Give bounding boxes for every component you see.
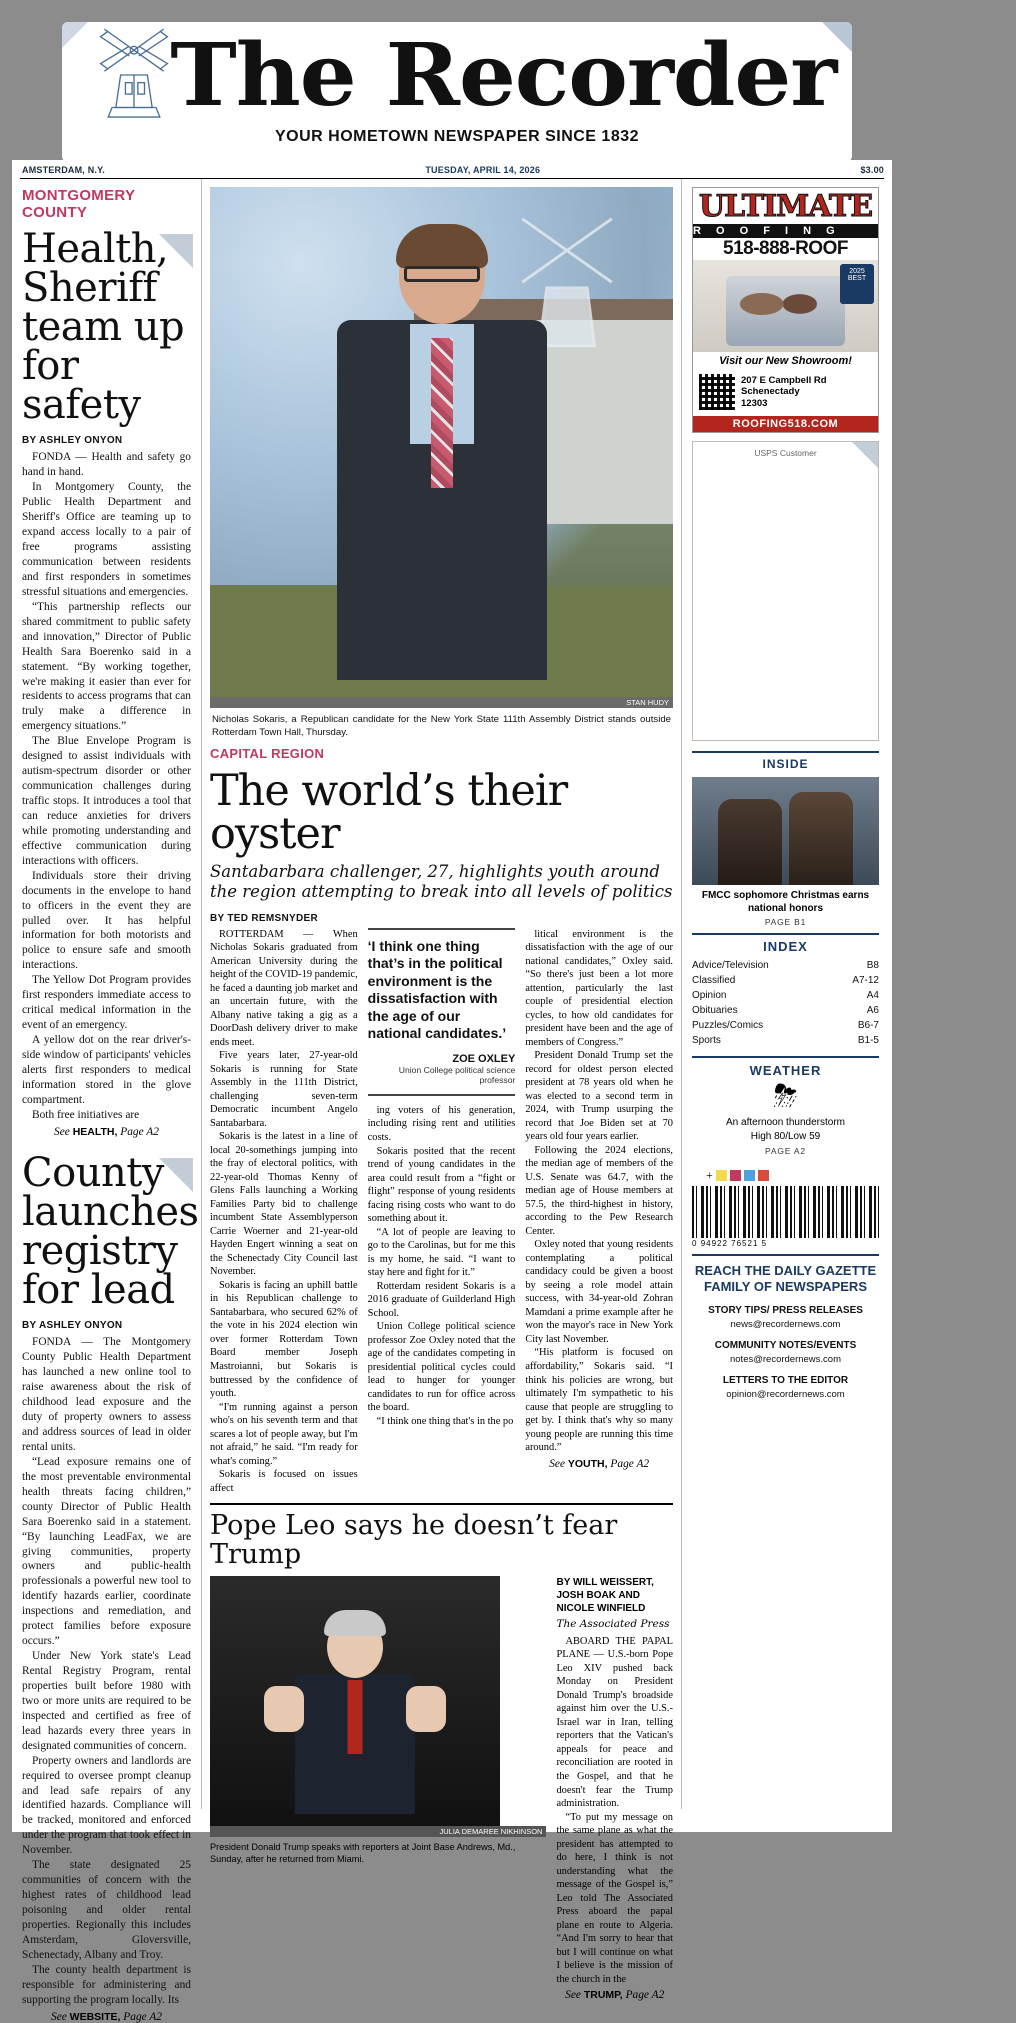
paragraph: “A lot of people are leaving to go to the Carolinas, but for me this is my home, he said. “I want to stay here and fight for it.” — [367, 1226, 516, 1279]
center-body-col-1 — [210, 928, 358, 1496]
ad-phone[interactable]: 518-888-ROOF — [723, 238, 848, 259]
index-item-page: B6-7 — [857, 1020, 879, 1031]
paragraph: A yellow dot on the rear driver's-side window of participants' vehicles alerts first responders to medical information stored in the glove compartment. — [22, 1034, 191, 1106]
pope-jump[interactable] — [556, 1989, 673, 2001]
left-story1-body — [22, 450, 191, 1122]
index-item-label: Puzzles/Comics — [692, 1020, 764, 1031]
jump-page: Page A2 — [120, 2010, 162, 2023]
paragraph: “This partnership reflects our shared commitment to public safety and innovation,” Director of Public Health Sara Boerenko said in a statement. “By working together, we're making it easier than ever for residents to access programs that can truly make a difference in emergency situations.” — [22, 600, 191, 733]
right-column — [682, 179, 887, 1809]
figure-hand-right — [406, 1686, 446, 1732]
reach-tips-label: STORY TIPS/ PRESS RELEASES — [708, 1304, 863, 1316]
reach-notes-email[interactable]: notes@recordernews.com — [729, 1353, 842, 1365]
weather-temps: High 80/Low 59 — [750, 1130, 821, 1142]
masthead — [62, 22, 852, 162]
paragraph: “I think one thing that's in the po — [376, 1415, 514, 1427]
paragraph: The Blue Envelope Program is designed to assist individuals with autism-spectrum disorder or other communication challenges during traffic stops. It introduces a tool that can reduce anxieties for drivers while promoting understanding and effective communication during interactions with officers. — [22, 735, 191, 867]
pope-photo-caption: President Donald Trump speaks with reporters at Joint Base Andrews, Md., Sunday, after he returned from Miami. — [210, 1841, 516, 1864]
ad-address-line3: 12303 — [741, 397, 768, 409]
weather-page-ref[interactable]: PAGE A2 — [765, 1146, 806, 1156]
barcode-block — [692, 1168, 879, 1248]
jump-label: YOUTH, — [567, 1457, 608, 1470]
ad-address-block — [693, 370, 878, 416]
center-body-columns — [210, 928, 673, 1496]
left-story1-jump[interactable] — [22, 1126, 191, 1138]
paragraph: In Montgomery County, the Public Health Department and Sheriff's Office are teaming up to expand access locally to a pair of free programs assisting communication between residents and first responders in sometimes stressful situations and emergencies. — [22, 481, 191, 598]
registration-mark-icon: + — [706, 1168, 713, 1182]
barcode-digit-left: 0 — [692, 1239, 698, 1248]
reach-letters-label: LETTERS TO THE EDITOR — [722, 1375, 849, 1387]
dateline-location: AMSTERDAM, N.Y. — [22, 165, 106, 175]
index-item[interactable] — [692, 973, 879, 988]
color-swatch-red — [758, 1170, 769, 1181]
ad-brand: ULTIMATE — [698, 189, 873, 224]
barcode-bars-icon — [692, 1186, 879, 1238]
barcode-swatches — [692, 1168, 879, 1183]
inside-page-ref[interactable]: PAGE B1 — [764, 917, 807, 927]
index-item-label: Advice/Television — [692, 960, 769, 971]
jump-label: TRUMP, — [583, 1989, 623, 2002]
left-story2-body — [22, 1335, 191, 2007]
index-item-page: B1-5 — [857, 1035, 879, 1046]
center-deck: Santabarbara challenger, 27, highlights youth around the region attempting to break into all levels of politics — [210, 862, 673, 902]
center-column — [202, 179, 682, 2002]
paragraph: Sokaris is facing an uphill battle in his Republican challenge to Santabarbara, who secured 62% of the vote in his 2024 election win over former Rotterdam Town Board member Joseph Mastroianni, but Sokaris is buttressed by the confidence of youth. — [210, 1279, 358, 1400]
ad-photo-people — [726, 276, 844, 346]
dateline-date: TUESDAY, APRIL 14, 2026 — [425, 165, 541, 175]
index-item-page: A7-12 — [852, 975, 879, 986]
figure-hair — [324, 1610, 386, 1636]
index-item-label: Opinion — [692, 990, 727, 1001]
index-item-label: Classified — [692, 975, 736, 986]
reach-tips-email[interactable]: news@recordernews.com — [730, 1318, 841, 1330]
ad-award-badge: 2025 BEST — [840, 264, 874, 304]
corner-fold-icon — [159, 234, 193, 268]
ad-subbrand: R O O F I N G — [693, 224, 878, 238]
newspaper-page — [12, 160, 892, 2023]
jump-prefix: See — [565, 1989, 584, 2002]
paragraph: “Lead exposure remains one of the most preventable environmental health threats facing children,” county Director of Public Health Sara Boerenko said in a statement. “By launching LeadFax, we are giving communities, property owners and public-health professionals a powerful new tool to identify hazards earlier, coordinate inspections and remediation, and protect families before exposure occurs.” — [22, 1455, 191, 1648]
masthead-tagline: YOUR HOMETOWN NEWSPAPER SINCE 1832 — [274, 128, 640, 145]
barcode-digit-right: 5 — [761, 1239, 768, 1248]
jump-prefix: See — [549, 1457, 568, 1470]
ad-address-line2: Schenectady — [741, 386, 800, 398]
reach-header: REACH THE DAILY GAZETTE FAMILY OF NEWSPAPERS — [692, 1254, 879, 1296]
paragraph: Five years later, 27-year-old Sokaris is running for State Assembly in the 111th District, challenging seven-term Democratic incumbent Angelo Santabarbara. — [210, 1050, 358, 1129]
paragraph: Both free initiatives are — [32, 1108, 140, 1121]
paragraph: ing voters of his generation, including rising rent and utilities costs. — [367, 1104, 516, 1143]
pull-quote-attribution: ZOE OXLEY — [452, 1052, 516, 1065]
ad-visit-text: Visit our New Showroom! — [719, 355, 852, 367]
center-jump[interactable] — [525, 1458, 673, 1470]
left-story2-jump[interactable] — [22, 2011, 191, 2023]
index-item[interactable] — [692, 1033, 879, 1048]
weather-description: An afternoon thunderstorm — [726, 1117, 845, 1128]
jump-prefix: See — [51, 2010, 70, 2023]
jump-page: Page A2 — [622, 1989, 665, 2002]
pull-quote-text: ‘I think one thing that’s in the political environment is the dissatisfaction with the age of our national candidates.’ — [367, 937, 507, 1041]
lead-photo-credit: STAN HUDY — [210, 697, 673, 708]
paragraph: “To put my message on the same plane as what the president has attempted to do here, I think is not understanding what the message of the Gospel is,” Leo told The Associated Press aboard the papal plane en route to Algeria. “And I'm sorry to hear that but I will continue on what I believe is the mission of the church in the — [556, 1811, 673, 1985]
subject-glasses-icon — [404, 266, 480, 282]
dateline-price: $3.00 — [860, 165, 884, 175]
index-item-label: Sports — [692, 1035, 721, 1046]
pull-quote-role: Union College political science professor — [398, 1064, 516, 1086]
pope-headline[interactable]: Pope Leo says he doesn’t fear Trump — [210, 1503, 673, 1569]
barcode-digits-mid: 94922 76521 — [700, 1239, 759, 1248]
center-body-col-3 — [525, 928, 673, 1496]
left-story1-byline: BY ASHLEY ONYON — [22, 435, 123, 447]
paragraph: Union College political science professor Zoe Oxley noted that the age of the candidates competing in presidential political cycles could lead to hunger for younger candidates to run for office across the board. — [367, 1321, 516, 1414]
pope-photo — [210, 1576, 500, 1826]
lead-photo — [210, 187, 673, 697]
index-header: INDEX — [692, 933, 879, 954]
index-item[interactable] — [692, 988, 879, 1003]
index-item-label: Obituaries — [692, 1005, 738, 1016]
paragraph: Rotterdam resident Sokaris is a 2016 graduate of Guilderland High School. — [367, 1280, 516, 1319]
masthead-corner-fold-left — [62, 22, 88, 48]
pope-photo-credit: JULIA DEMAREE NIKHINSON — [210, 1826, 546, 1837]
dateline-bar — [12, 160, 892, 178]
ad-url[interactable]: ROOFING518.COM — [693, 416, 878, 432]
paragraph: Individuals store their driving documents in the envelope to hand to officers in the event they are pulled over. It has helpful information for both motorists and police to ensure safe and smooth interactions. — [22, 869, 191, 972]
ad-logo — [693, 188, 878, 224]
index-item-page: A4 — [866, 990, 879, 1001]
left-story2-headline[interactable]: County launches registry for lead — [22, 1149, 199, 1314]
subject-hair — [396, 224, 488, 268]
center-body-col-2 — [368, 928, 516, 1496]
barcode-number — [692, 1239, 879, 1248]
paragraph: “I'm running against a person who's on his seventh term and that scares a lot of people away, but I'm not afraid,” he said. “I'm ready for what's coming.” — [210, 1401, 358, 1467]
jump-page: Page A2 — [117, 1125, 159, 1138]
usps-customer-box — [692, 441, 879, 741]
jump-page: Page A2 — [607, 1457, 650, 1470]
paragraph: Sokaris posited that the recent trend of young candidates in the area could result from a “fight or flight” response of young residents facing rising costs who want to do something about it. — [367, 1145, 516, 1225]
jump-label: HEALTH, — [72, 1125, 118, 1138]
reach-notes-label: COMMUNITY NOTES/EVENTS — [714, 1339, 857, 1351]
qr-code-icon[interactable] — [697, 372, 737, 412]
index-item[interactable] — [692, 1003, 879, 1018]
index-item[interactable] — [692, 1018, 879, 1033]
center-kicker: CAPITAL REGION — [210, 746, 325, 762]
jump-label: WEBSITE, — [69, 2010, 121, 2023]
paragraph: Under New York state's Lead Rental Registry Program, rental properties built before 1980 with two or more units are required to be inspected and certified as free of lead hazards every three years in designated communities of concern. — [22, 1650, 191, 1752]
inside-photo-player-2 — [789, 792, 853, 885]
paragraph: FONDA — Health and safety go hand in hand. — [22, 451, 191, 479]
center-byline: BY TED REMSNYDER — [210, 912, 318, 924]
left-story2-byline: BY ASHLEY ONYON — [22, 1320, 123, 1332]
jump-prefix: See — [54, 1125, 73, 1138]
paragraph: Oxley noted that young residents contemplating a political candidacy could be given a boost by seeing a role model attain success, with 34-year-old Zohran Mamdani a prime example after he won the mayor's race in New York City last November. — [525, 1239, 674, 1345]
left-story1-headline[interactable]: Health, Sheriff team up for safety — [22, 225, 185, 429]
pope-body — [556, 1635, 673, 1986]
lead-photo-caption: Nicholas Sokaris, a Republican candidate for the New York State 111th Assembly District stands outside Rotterdam Town Hall, Thursday. — [212, 714, 671, 738]
corner-fold-icon — [159, 1158, 193, 1192]
paragraph: ROTTERDAM — When Nicholas Sokaris graduated from American University during the height of the COVID-19 pandemic, he faced a daunting job market and an uncertain future, with the Albany native taking a gig as a DoorDash delivery driver to make ends meet. — [210, 928, 358, 1048]
paragraph: litical environment is the dissatisfaction with the age of our national candidates,” Oxley said. “So there's just been a lot more attention, particularly the last couple of presidential election cycles, to how old candidates for president have been and the age of members of Congress.” — [525, 928, 674, 1048]
paragraph: The Yellow Dot Program provides first responders immediate access to critical medical information in the event of an emergency. — [22, 974, 191, 1032]
figure-tie — [348, 1680, 363, 1754]
photo-subject — [332, 228, 552, 697]
color-swatch-cyan — [744, 1170, 755, 1181]
paragraph: Sokaris is the latest in a line of local 20-somethings jumping into the fray of electoral politics, with 22-year-old Thomas Kenny of Glens Falls launching a Working Families Party bid to challenge incumbent State Assemblyperson Carrie Woerner and 21-year-old Hayden Engert winning a seat on the Schenectady City Council last November. — [210, 1131, 358, 1278]
paragraph: President Donald Trump set the record for oldest person elected president at 78 years old when he was elected to a second term in 2024, with Trump usurping the record that Joe Biden set at 70 years old four years earlier. — [525, 1050, 674, 1143]
paragraph: Sokaris is focused on issues affect — [210, 1469, 358, 1494]
reach-letters-email[interactable]: opinion@recordernews.com — [726, 1389, 845, 1401]
corner-fold-icon — [852, 442, 878, 468]
ad-photo — [693, 260, 878, 352]
inside-caption: FMCC sophomore Christmas earns national honors — [701, 890, 870, 914]
paragraph: Following the 2024 elections, the median age of members of the U.S. Senate was 64.7, with the median age of House members at 57.5, the third-highest in history, according to the Pew Research Center. — [525, 1144, 674, 1237]
trump-figure — [290, 1616, 420, 1801]
paragraph: The state designated 25 communities of concern with the highest rates of childhood lead poisoning and older rental properties. Regionally this includes Amsterdam, Gloversville, Schenectady, Albany and Troy. — [22, 1859, 191, 1961]
thunderstorm-icon: ⛈ — [773, 1080, 798, 1113]
index-item[interactable] — [692, 958, 879, 973]
figure-hand-left — [264, 1686, 304, 1732]
masthead-title: The Recorder — [169, 24, 837, 126]
subject-tie — [431, 338, 453, 488]
ad-address-line1: 207 E Campbell Rd — [741, 374, 827, 386]
color-swatch-yellow — [716, 1170, 727, 1181]
pope-byline: BY WILL WEISSERT, JOSH BOAK AND NICOLE WINFIELD — [556, 1576, 654, 1614]
left-story1-kicker: MONTGOMERY COUNTY — [22, 187, 136, 222]
color-swatch-magenta — [730, 1170, 741, 1181]
paragraph: FONDA — The Montgomery County Public Health Department has launched a new online tool to raise awareness about the risk of childhood lead exposure and the duty of property owners to assess and address sources of lead in older rental units. — [22, 1336, 191, 1453]
pope-story — [210, 1576, 673, 2001]
inside-header: INSIDE — [692, 751, 879, 771]
paragraph: The county health department is responsible for administering and supporting the program locally. Its — [22, 1963, 191, 2006]
usps-label: USPS Customer — [754, 448, 817, 458]
paragraph: Property owners and landlords are required to oversee prompt cleanup and lead safe repairs of any identified hazards. Compliance will be tracked, monitored and enforced under the program that took effect in November. — [22, 1754, 191, 1857]
index-item-page: B8 — [866, 960, 879, 971]
roofing-ad[interactable] — [692, 187, 879, 433]
pope-source: The Associated Press — [556, 1617, 670, 1630]
pull-quote — [368, 928, 516, 1096]
paragraph: “His platform is focused on affordability,” Sokaris said. “I think his policies are wrong, but ultimately I'm sympathetic to his cause that people are struggling to get by. I think that's why so many young people are running this time around.” — [525, 1347, 674, 1454]
index-item-page: A6 — [866, 1005, 879, 1016]
inside-photo — [692, 777, 879, 885]
index-list — [692, 958, 879, 1048]
center-headline[interactable]: The world’s their oyster — [210, 766, 568, 860]
windmill-icon — [91, 25, 177, 125]
left-column — [12, 179, 202, 2023]
paragraph: ABOARD THE PAPAL PLANE — U.S.-born Pope Leo XIV pushed back Monday on President Donald Trump's broadside against him over the U.S.-Israel war in Iran, telling reporters that the Vatican's appeals for peace and reconciliation are rooted in the Gospel, and that he doesn't fear the Trump administration. — [556, 1635, 673, 1810]
weather-header: WEATHER — [692, 1056, 879, 1078]
inside-photo-player-1 — [718, 799, 782, 885]
